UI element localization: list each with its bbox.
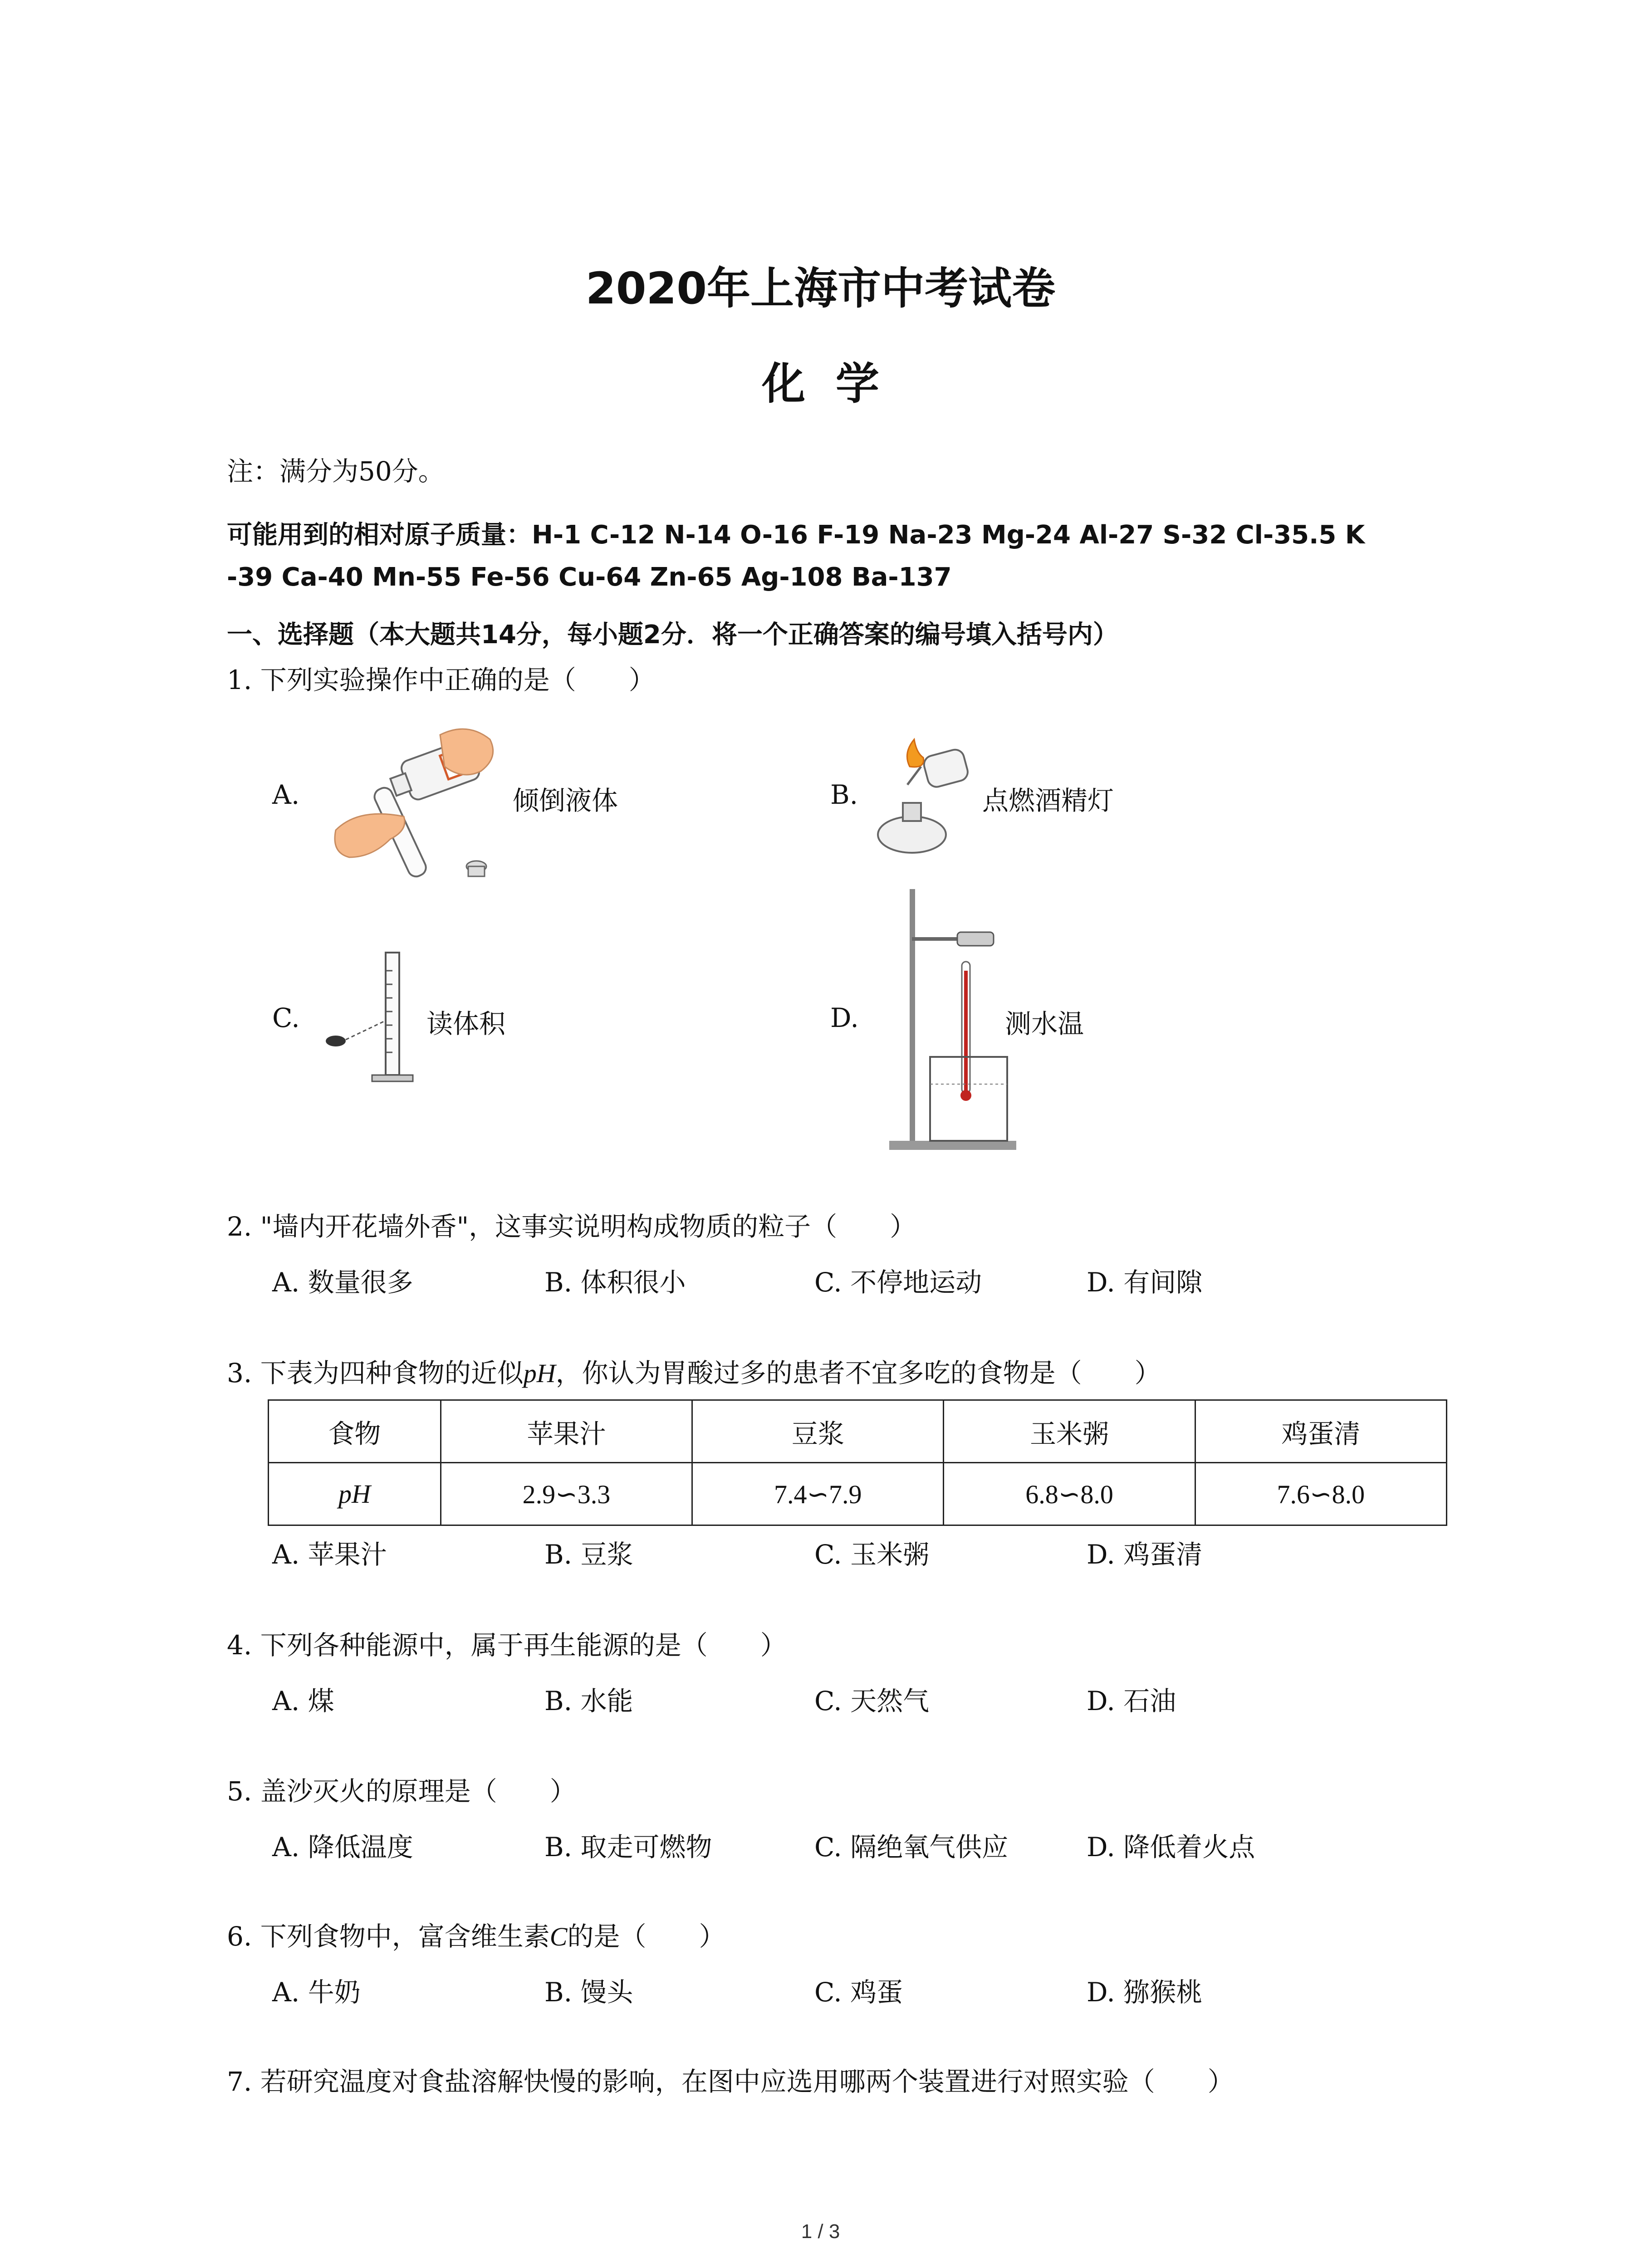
q3-option-b: B. 豆浆 (544, 1539, 633, 1570)
atomic-masses-line1: 可能用到的相对原子质量：H-1 C-12 N-14 O-16 F-19 Na-23 Mg-24 Al-27 S-32 Cl-35.5 K (227, 520, 1365, 550)
subject-title: 化 学 (762, 358, 879, 409)
q1-stem: 1. 下列实验操作中正确的是（ ） (227, 665, 655, 695)
q2-stem: 2. "墙内开花墙外香"，这事实说明构成物质的粒子（ ） (227, 1211, 916, 1242)
q6-stem-post: 的是（ ） (567, 1921, 725, 1952)
q6-option-b: B. 馒头 (544, 1977, 633, 2008)
q3-option-c: C. 玉米粥 (814, 1539, 930, 1570)
q2-option-b: B. 体积很小 (544, 1267, 686, 1298)
pour-liquid-illustration (327, 717, 526, 889)
q6-option-a: A. 牛奶 (272, 1977, 361, 2008)
table-cell: 苹果汁 (441, 1400, 692, 1463)
q6-option-d: D. 猕猴桃 (1087, 1977, 1203, 2008)
table-row (269, 1463, 1447, 1525)
q2-option-d: D. 有间隙 (1087, 1267, 1203, 1298)
q4-option-b: B. 水能 (544, 1686, 633, 1716)
table-cell: 7.6∽8.0 (1195, 1463, 1446, 1525)
table-cell: 豆浆 (692, 1400, 944, 1463)
q5-option-c: C. 隔绝氧气供应 (814, 1832, 1009, 1862)
table-cell: 6.8∽8.0 (944, 1463, 1195, 1525)
q7-stem: 7. 若研究温度对食盐溶解快慢的影响，在图中应选用哪两个装置进行对照实验（ ） (227, 2066, 1234, 2097)
q4-option-d: D. 石油 (1087, 1686, 1176, 1716)
q4-option-c: C. 天然气 (814, 1686, 930, 1716)
page-title: 2020年上海市中考试卷 (585, 263, 1056, 314)
q6-option-c: C. 鸡蛋 (814, 1977, 903, 2008)
q1-option-c-caption: 读体积 (426, 1008, 506, 1039)
table-header-row (269, 1400, 1447, 1463)
page-number: 1 / 3 (801, 2220, 840, 2243)
q4-option-a: A. 煤 (272, 1686, 334, 1716)
q6-stem (227, 1923, 725, 1950)
q1-option-d-letter: D. (830, 1002, 859, 1033)
q3-option-a: A. 苹果汁 (272, 1539, 387, 1570)
q4-stem: 4. 下列各种能源中，属于再生能源的是（ ） (227, 1630, 787, 1661)
q3-stem (227, 1360, 1161, 1387)
table-cell: 食物 (269, 1400, 441, 1463)
q3-stem-post: ，你认为胃酸过多的患者不宜多吃的食物是（ ） (555, 1358, 1161, 1388)
q1-option-c-letter: C. (272, 1002, 300, 1033)
table-cell: 2.9∽3.3 (441, 1463, 692, 1525)
q3-stem-ph: pH (523, 1359, 556, 1388)
table-cell: 7.4∽7.9 (692, 1463, 944, 1525)
q6-stem-c: C (549, 1922, 568, 1951)
q1-option-a-caption: 倾倒液体 (513, 785, 618, 816)
q1-option-b-caption: 点燃酒精灯 (982, 785, 1114, 816)
alcohol-lamp-illustration (876, 735, 989, 857)
score-note: 注：满分为50分。 (227, 456, 445, 487)
q5-option-d: D. 降低着火点 (1087, 1832, 1255, 1862)
table-cell: 鸡蛋清 (1195, 1400, 1446, 1463)
graduated-cylinder-illustration (318, 943, 426, 1089)
q1-option-a-letter: A. (272, 779, 300, 810)
atomic-masses-line2: -39 Ca-40 Mn-55 Fe-56 Cu-64 Zn-65 Ag-108 Ba-137 (227, 562, 952, 592)
q1-option-d-caption: 测水温 (1005, 1008, 1084, 1039)
ph-table (268, 1399, 1447, 1526)
q5-option-b: B. 取走可燃物 (544, 1832, 712, 1862)
q5-stem: 5. 盖沙灭火的原理是（ ） (227, 1776, 576, 1807)
q3-option-d: D. 鸡蛋清 (1087, 1539, 1203, 1570)
q2-option-c: C. 不停地运动 (814, 1267, 982, 1298)
q1-option-b-letter: B. (830, 779, 858, 810)
q2-option-a: A. 数量很多 (272, 1267, 413, 1298)
q5-option-a: A. 降低温度 (272, 1832, 413, 1862)
q6-stem-pre: 6. 下列食物中，富含维生素 (227, 1921, 550, 1952)
section-heading: 一、选择题（本大题共14分，每小题2分．将一个正确答案的编号填入括号内） (227, 620, 1118, 650)
table-cell: 玉米粥 (944, 1400, 1195, 1463)
table-cell: pH (269, 1463, 441, 1525)
q3-stem-pre: 3. 下表为四种食物的近似 (227, 1358, 524, 1388)
